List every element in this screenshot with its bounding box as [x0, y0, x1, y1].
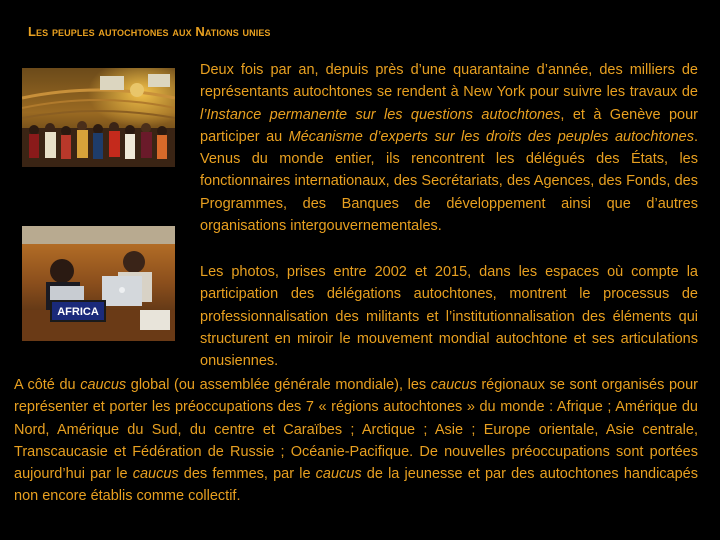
p3-part2: global (ou assemblée générale mondiale), les: [126, 377, 431, 393]
page-title: [28, 24, 271, 39]
assembly-photo-image: [22, 68, 175, 167]
p3-em3: caucus: [132, 466, 179, 483]
p1-part1: Deux fois par an, depuis près d’une quarantaine d’année, des milliers de représentants autochtones se rendent à New York pour suivre les travaux de: [200, 62, 698, 101]
p3-part5: de la jeunesse et par des autochtones handicapés non encore établis comme collectif.: [14, 466, 698, 505]
p1-part3: . Venus du monde entier, ils rencontrent les délégués des États, les fonctionnaires internationaux, des Secrétariats, des Agences, des Fonds, des Programmes, des Banques de développement ainsi que d’autres organisations intergouvernementales.: [200, 128, 698, 235]
p3-part1: A côté du: [14, 377, 81, 393]
p3-em4: caucus: [315, 466, 362, 483]
p3-part3: régionaux se sont organisés pour représenter et porter les préoccupations des 7 « régions autochtones » du monde : Afrique ; Amérique du Nord, Amérique du Sud, du centre et Caraïbes ; Arctique ; Asie ; Europe orientale, Asie centrale, Transcaucasie et Fédération de Russie ; Océanie-Pacifique. De nouvelles préoccupations sont portées aujourd’hui par le: [14, 377, 698, 483]
paragraph-intro: [200, 59, 698, 237]
paragraph-caucus: [14, 374, 698, 508]
delegation-photo: [22, 226, 175, 341]
assembly-photo: [22, 68, 175, 167]
p3-em2: caucus: [430, 377, 477, 393]
p1-em1: l’Instance permanente sur les questions autochtones: [200, 106, 561, 123]
p1-em2: Mécanisme d’experts sur les droits des peuples autochtones: [288, 128, 694, 145]
paragraph-photos: Les photos, prises entre 2002 et 2015, dans les espaces où compte la participation des délégations autochtones, montrent le processus de professionnalisation des militants et l’institutionnalisation des éléments qui structurent en miroir le mouvement mondial autochtone et ses articulations onusiennes.: [200, 264, 698, 370]
page-title-text: Les peuples autochtones aux Nations unies: [28, 24, 271, 39]
delegation-photo-image: [22, 226, 175, 341]
p3-em1: caucus: [80, 377, 127, 393]
africa-placard-text: AFRICA: [57, 306, 99, 318]
p1-part2: , et à Genève pour participer au: [200, 106, 698, 145]
p3-part4: des femmes, par le: [178, 466, 316, 483]
